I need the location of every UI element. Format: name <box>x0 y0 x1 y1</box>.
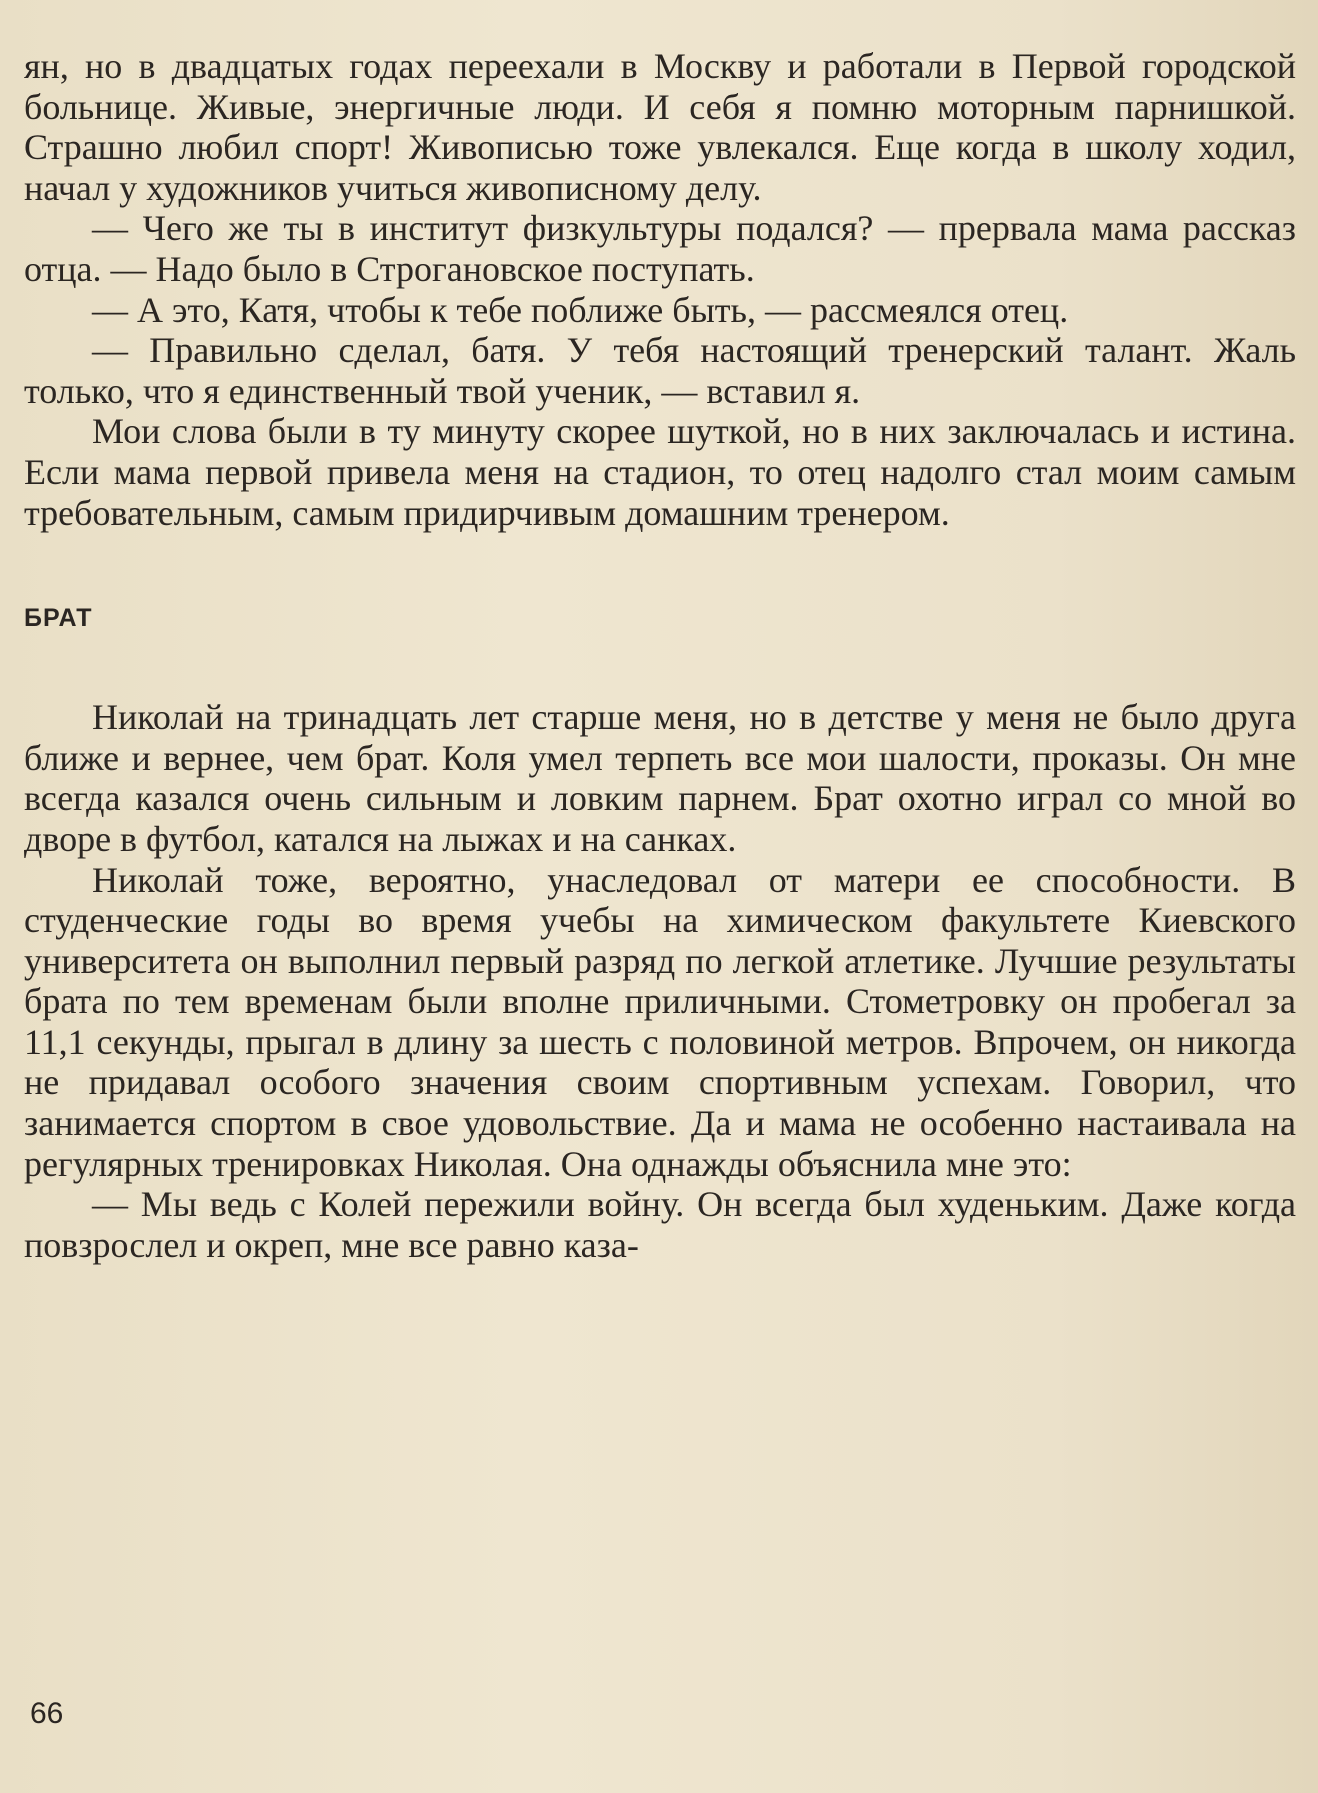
paragraph: — Правильно сделал, батя. У тебя настоящий тренерский талант. Жаль только, что я единственный твой ученик, — вставил я. <box>24 330 1296 411</box>
paragraph: — Мы ведь с Колей пережили войну. Он всегда был худеньким. Даже когда повзрослел и окреп, мне все равно каза- <box>24 1184 1296 1265</box>
paragraph: — А это, Катя, чтобы к тебе поближе быть, — рассмеялся отец. <box>92 289 1069 330</box>
section-heading: БРАТ <box>24 604 93 633</box>
paragraph: Николай на тринадцать лет старше меня, но в детстве у меня не было друга ближе и вернее, чем брат. Коля умел терпеть все мои шалости, проказы. Он мне всегда казался очень сильным и ловким парнем. Брат охотно играл со мной во дворе в футбол, катался на лыжах и на санках. <box>24 697 1296 859</box>
page-text <box>24 46 1296 1265</box>
page-number: 66 <box>30 1697 64 1730</box>
paragraph: Мои слова были в ту минуту скорее шуткой, но в них заключалась и истина. Если мама первой привела меня на стадион, то отец надолго стал моим самым требовательным, самым придирчивым домашним тренером. <box>24 411 1296 533</box>
paragraph: — Чего же ты в институт физкультуры подался? — прервала мама рассказ отца. — Надо было в Строгановское поступать. <box>24 208 1296 289</box>
paragraph: Николай тоже, вероятно, унаследовал от матери ее способности. В студенческие годы во время учебы на химическом факультете Киевского университета он выполнил первый разряд по легкой атлетике. Лучшие результаты брата по тем временам были вполне приличными. Стометровку он пробегал за 11,1 секунды, прыгал в длину за шесть с половиной метров. Впрочем, он никогда не придавал особого значения своим спортивным успехам. Говорил, что занимается спортом в свое удовольствие. Да и мама не особенно настаивала на регулярных тренировках Николая. Она однажды объяснила мне это: <box>24 859 1296 1184</box>
paragraph: ян, но в двадцатых годах переехали в Москву и работали в Первой городской больнице. Живые, энергичные люди. И себя я помню моторным парнишкой. Страшно любил спорт! Живописью тоже увлекался. Еще когда в школу ходил, начал у художников учиться живописному делу. <box>24 46 1296 208</box>
